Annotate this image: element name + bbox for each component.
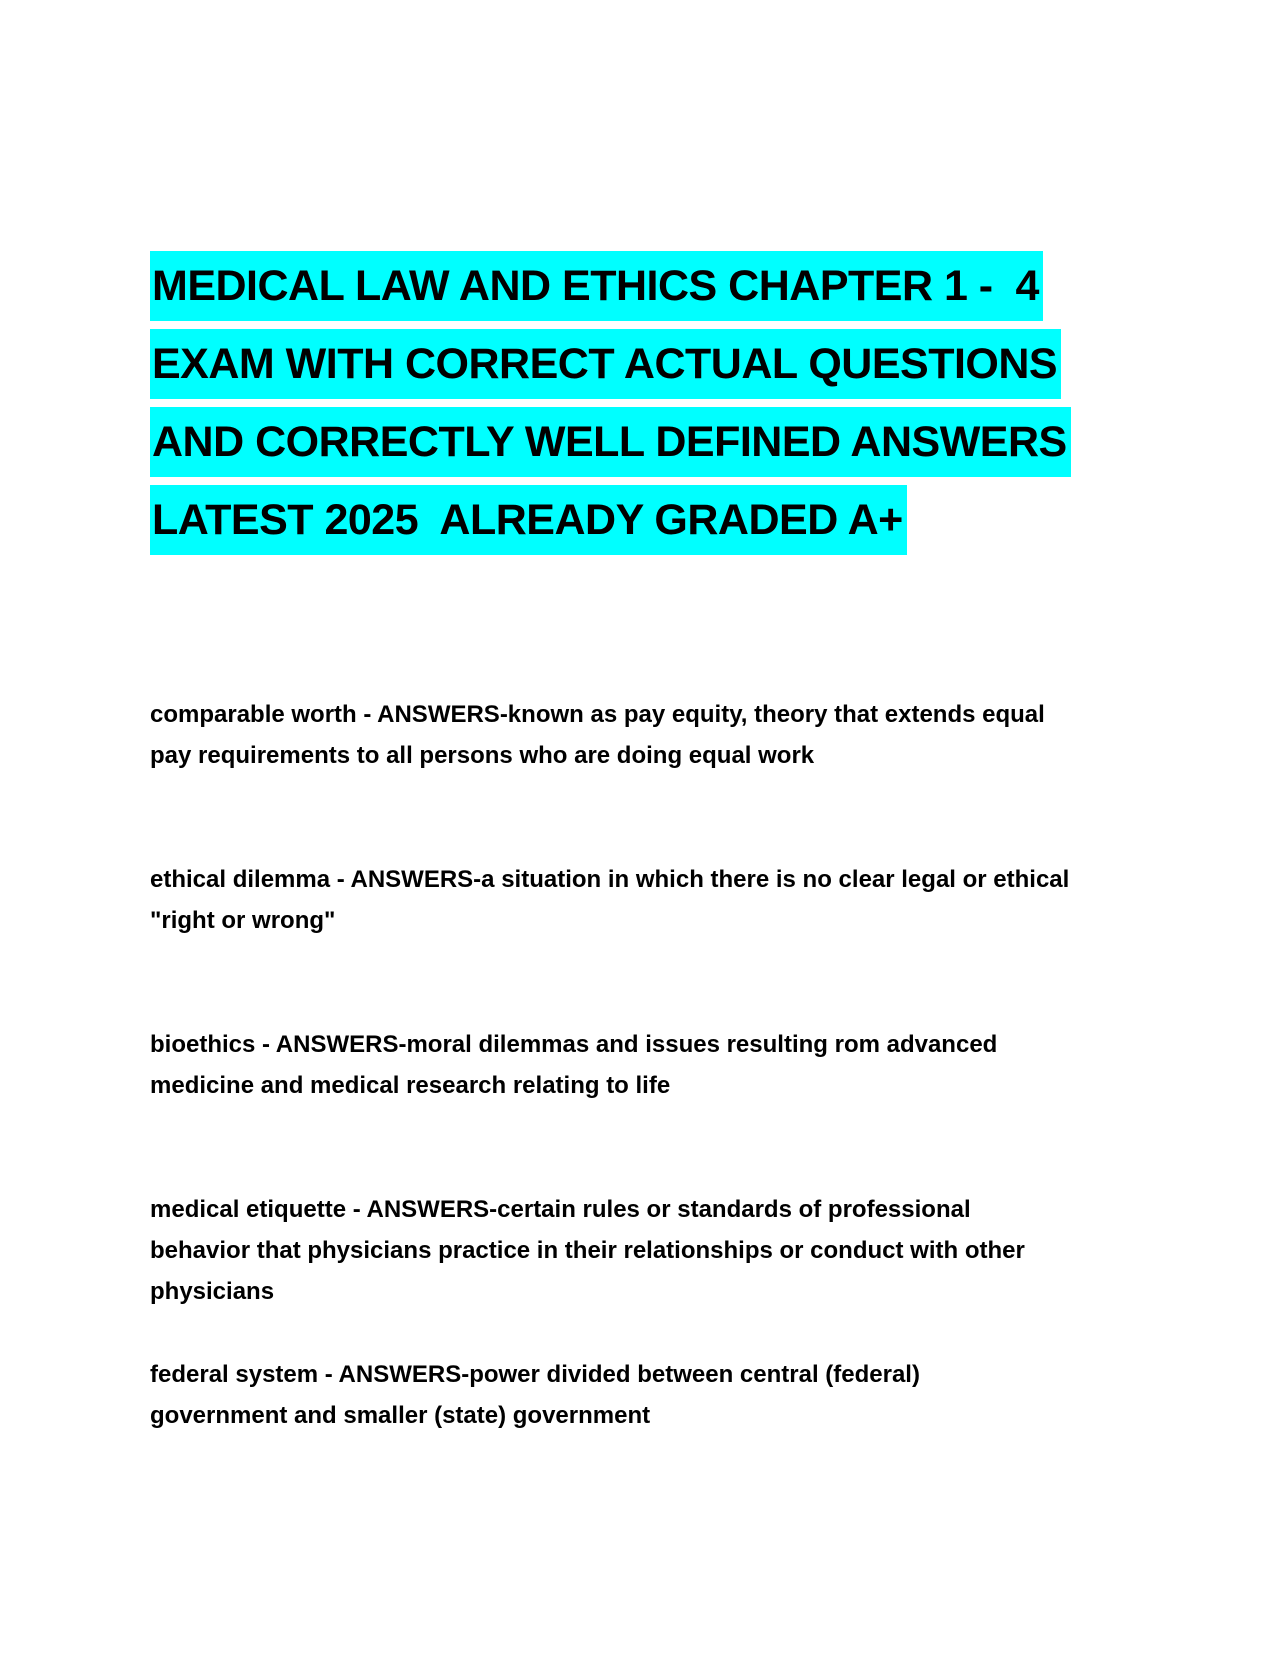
entry-line: medical etiquette - ANSWERS-certain rules or standards of professional: [150, 1196, 971, 1223]
entry-line: bioethics - ANSWERS-moral dilemmas and issues resulting rom advanced: [150, 1031, 998, 1058]
title-line: [150, 325, 1150, 403]
entry-line: ethical dilemma - ANSWERS-a situation in which there is no clear legal or ethical: [150, 866, 1070, 893]
entry-line: federal system - ANSWERS-power divided between central (federal): [150, 1361, 920, 1388]
document-title: [150, 247, 1150, 559]
qa-entry-federal-system: [150, 1354, 1140, 1519]
entry-line: behavior that physicians practice in their relationships or conduct with other: [150, 1237, 1025, 1264]
entry-line: government and smaller (state) government: [150, 1402, 651, 1429]
qa-entry-bioethics: [150, 1024, 1140, 1189]
title-line-text: LATEST 2025 ALREADY GRADED A+: [150, 485, 907, 555]
title-line: [150, 247, 1150, 325]
qa-entries-list: [150, 694, 1140, 1519]
entry-line: pay requirements to all persons who are doing equal work: [150, 742, 815, 769]
qa-entry-medical-etiquette: [150, 1189, 1140, 1354]
title-line: [150, 403, 1150, 481]
entry-line: medicine and medical research relating to life: [150, 1072, 671, 1099]
title-line-text: EXAM WITH CORRECT ACTUAL QUESTIONS: [150, 329, 1061, 399]
entry-line: physicians: [150, 1278, 275, 1305]
title-line-text: MEDICAL LAW AND ETHICS CHAPTER 1 - 4: [150, 251, 1043, 321]
qa-entry-ethical-dilemma: [150, 859, 1140, 1024]
entry-line: comparable worth - ANSWERS-known as pay equity, theory that extends equal: [150, 701, 1045, 728]
entry-line: "right or wrong": [150, 907, 336, 934]
title-line-text: AND CORRECTLY WELL DEFINED ANSWERS: [150, 407, 1071, 477]
title-line: [150, 481, 1150, 559]
qa-entry-comparable-worth: [150, 694, 1140, 859]
